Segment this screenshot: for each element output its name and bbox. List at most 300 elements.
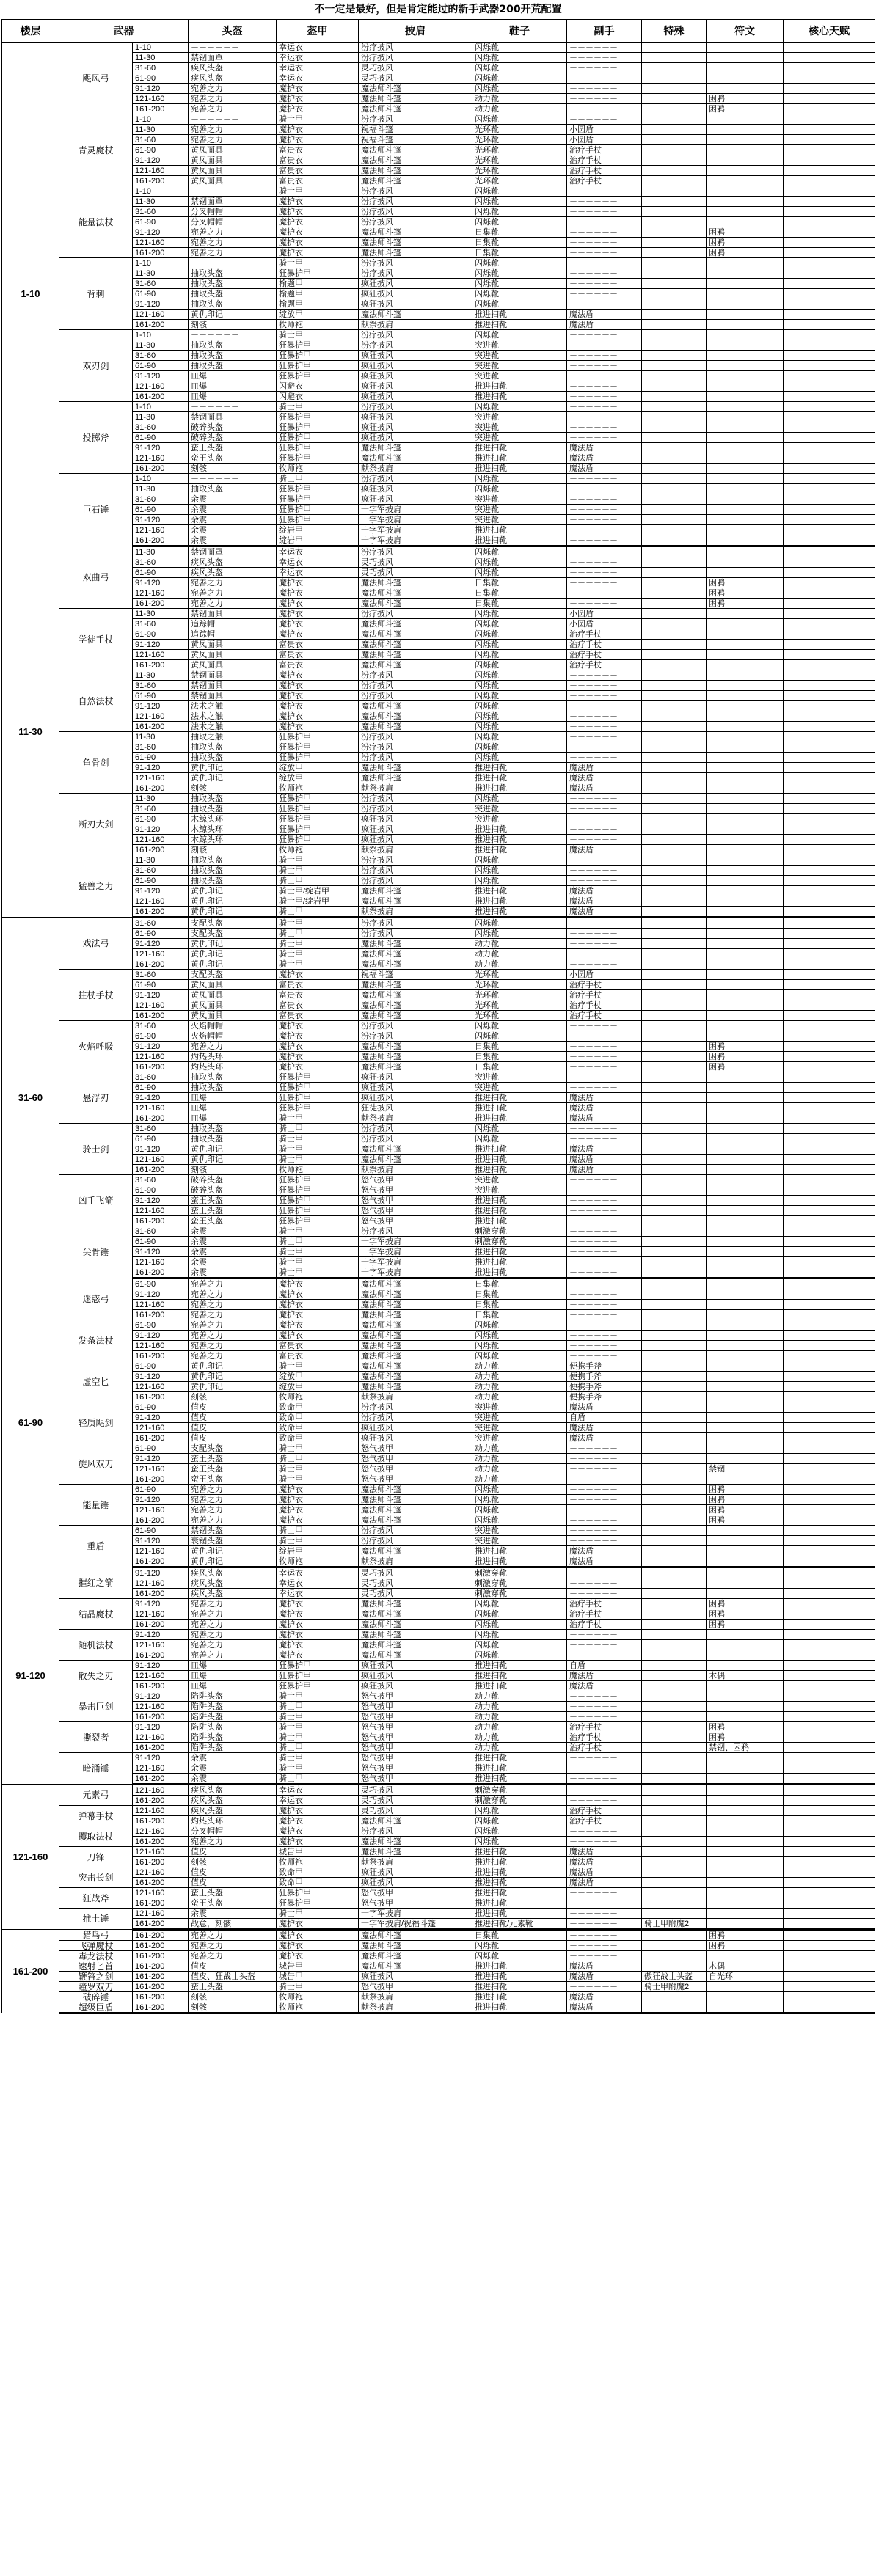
special-cell <box>642 1774 707 1785</box>
weapon-cell: 飓风弓 <box>59 43 133 114</box>
core-talent-cell <box>784 1278 875 1289</box>
special-cell <box>642 907 707 918</box>
offhand-cell: －－－－－－ <box>567 1505 642 1515</box>
range-cell: 121-160 <box>133 1206 189 1216</box>
boots-cell: 推进扫靴 <box>472 773 567 783</box>
offhand-cell: 魔法盾 <box>567 453 642 464</box>
cape-cell: 魔法师斗篷 <box>359 1372 472 1382</box>
rune-cell <box>707 1847 784 1857</box>
offhand-cell: －－－－－－ <box>567 1464 642 1474</box>
boots-cell: 闪烁靴 <box>472 640 567 650</box>
range-cell: 121-160 <box>133 453 189 464</box>
table-row <box>2 1671 875 1681</box>
helmet-cell: 黄凤面具 <box>189 166 277 176</box>
core-talent-cell <box>784 197 875 207</box>
cape-cell: 疯狂披风 <box>359 381 472 392</box>
special-cell <box>642 1909 707 1919</box>
offhand-cell: 治疗手杖 <box>567 990 642 1000</box>
helmet-cell: 宛善之力 <box>189 1289 277 1300</box>
table-row <box>2 494 875 505</box>
cape-cell: 疯狂披风 <box>359 484 472 494</box>
rune-cell <box>707 722 784 732</box>
boots-cell: 推进扫靴 <box>472 886 567 896</box>
armor-cell: 魔护衣 <box>277 619 359 629</box>
range-cell: 31-60 <box>133 804 189 814</box>
rune-cell <box>707 1898 784 1909</box>
special-cell <box>642 1320 707 1331</box>
armor-cell: 绽放甲 <box>277 773 359 783</box>
range-cell: 1-10 <box>133 330 189 340</box>
rune-cell <box>707 1474 784 1485</box>
special-cell <box>642 1816 707 1826</box>
boots-cell: 闪烁靴 <box>472 1640 567 1650</box>
rune-cell <box>707 525 784 535</box>
helmet-cell: 黄凤面具 <box>189 650 277 660</box>
range-cell: 61-90 <box>133 1320 189 1331</box>
table-row <box>2 670 875 681</box>
helmet-cell: 宛善之力 <box>189 1599 277 1609</box>
core-talent-cell <box>784 515 875 525</box>
offhand-cell: 治疗手杖 <box>567 1722 642 1732</box>
special-cell <box>642 1753 707 1763</box>
weapon-cell: 暗涌锤 <box>59 1753 133 1785</box>
cape-cell: 疯狂披风 <box>359 814 472 824</box>
helmet-cell: 禁锢面具 <box>189 681 277 691</box>
rune-cell <box>707 835 784 845</box>
boots-cell: 推进扫靴 <box>472 1992 567 2002</box>
armor-cell: 富贵衣 <box>277 176 359 186</box>
armor-cell: 骑士甲 <box>277 959 359 970</box>
core-talent-cell <box>784 1816 875 1826</box>
cape-cell: 狂徒披风 <box>359 1103 472 1113</box>
helmet-cell: 宛善之力 <box>189 1495 277 1505</box>
core-talent-cell <box>784 588 875 599</box>
cape-cell: 魔法师斗篷 <box>359 763 472 773</box>
cape-cell: 魔法师斗篷 <box>359 1620 472 1630</box>
special-cell <box>642 1216 707 1226</box>
table-row <box>2 711 875 722</box>
table-row <box>2 1806 875 1816</box>
range-cell: 11-30 <box>133 609 189 619</box>
armor-cell: 骑士甲 <box>277 402 359 412</box>
armor-cell: 骑士甲 <box>277 1124 359 1134</box>
range-cell: 121-160 <box>133 1806 189 1816</box>
table-row <box>2 1474 875 1485</box>
cape-cell: 魔法师斗篷 <box>359 886 472 896</box>
special-cell <box>642 970 707 980</box>
boots-cell: 推进扫靴 <box>472 1972 567 1982</box>
boots-cell: 闪烁靴 <box>472 114 567 125</box>
boots-cell: 闪烁靴 <box>472 1134 567 1144</box>
cape-cell: 灵巧披风 <box>359 1567 472 1578</box>
helmet-cell: 刻骸 <box>189 464 277 474</box>
rune-cell <box>707 557 784 568</box>
range-cell: 91-120 <box>133 1753 189 1763</box>
special-cell <box>642 1031 707 1042</box>
boots-cell: 刺激穿靴 <box>472 1796 567 1806</box>
range-cell: 91-120 <box>133 701 189 711</box>
table-row <box>2 578 875 588</box>
table-row <box>2 876 875 886</box>
helmet-cell: 宛善之力 <box>189 1505 277 1515</box>
table-row <box>2 84 875 94</box>
offhand-cell: －－－－－－ <box>567 268 642 279</box>
rune-cell <box>707 1578 784 1589</box>
boots-cell: 闪烁靴 <box>472 484 567 494</box>
offhand-cell: －－－－－－ <box>567 63 642 73</box>
helmet-cell: 禁锢面具 <box>189 412 277 422</box>
offhand-cell: 治疗手杖 <box>567 1806 642 1816</box>
special-cell <box>642 1474 707 1485</box>
rune-cell <box>707 505 784 515</box>
cape-cell: 魔法师斗篷 <box>359 1320 472 1331</box>
offhand-cell: －－－－－－ <box>567 279 642 289</box>
range-cell: 161-200 <box>133 1930 189 1941</box>
helmet-cell: 余震 <box>189 515 277 525</box>
range-cell: 91-120 <box>133 1599 189 1609</box>
armor-cell: 绽放甲 <box>277 310 359 320</box>
offhand-cell: －－－－－－ <box>567 1796 642 1806</box>
table-row <box>2 1578 875 1589</box>
table-row <box>2 351 875 361</box>
helmet-cell: 宛善之力 <box>189 1620 277 1630</box>
armor-cell: 牧师袍 <box>277 464 359 474</box>
offhand-cell: －－－－－－ <box>567 1495 642 1505</box>
table-row <box>2 557 875 568</box>
boots-cell: 闪烁靴 <box>472 330 567 340</box>
table-row <box>2 1774 875 1785</box>
weapon-cell: 凶手飞箭 <box>59 1175 133 1226</box>
rune-cell <box>707 340 784 351</box>
rune-cell <box>707 1144 784 1155</box>
cape-cell: 汾疗披风 <box>359 1826 472 1837</box>
range-cell: 61-90 <box>133 145 189 155</box>
table-row <box>2 609 875 619</box>
helmet-cell: 宛善之力 <box>189 1609 277 1620</box>
armor-cell: 骑士甲 <box>277 258 359 268</box>
offhand-cell: －－－－－－ <box>567 1630 642 1640</box>
special-cell <box>642 453 707 464</box>
core-talent-cell <box>784 1806 875 1816</box>
helmet-cell: 抽取头盔 <box>189 1134 277 1144</box>
rune-cell <box>707 1124 784 1134</box>
core-talent-cell <box>784 1961 875 1972</box>
rune-cell <box>707 681 784 691</box>
helmet-cell: 皿爆 <box>189 1113 277 1124</box>
weapon-cell: 暴击巨剑 <box>59 1691 133 1722</box>
range-cell: 161-200 <box>133 1837 189 1847</box>
weapon-cell: 发条法杖 <box>59 1320 133 1361</box>
table-row <box>2 1847 875 1857</box>
cape-cell: 疯狂披风 <box>359 1878 472 1888</box>
core-talent-cell <box>784 1681 875 1691</box>
table-row <box>2 1878 875 1888</box>
table-row <box>2 1763 875 1774</box>
helmet-cell: 宛善之力 <box>189 1042 277 1052</box>
rune-cell <box>707 794 784 804</box>
boots-cell: 突进靴 <box>472 433 567 443</box>
helmet-cell: 抽取之触 <box>189 732 277 742</box>
rune-cell <box>707 217 784 227</box>
helmet-cell: 宛善之力 <box>189 227 277 238</box>
rune-cell <box>707 1402 784 1413</box>
rune-cell <box>707 268 784 279</box>
core-talent-cell <box>784 402 875 412</box>
special-cell <box>642 217 707 227</box>
armor-cell: 骑士甲 <box>277 1536 359 1546</box>
core-talent-cell <box>784 629 875 640</box>
offhand-cell: －－－－－－ <box>567 1124 642 1134</box>
range-cell: 91-120 <box>133 515 189 525</box>
rune-cell <box>707 1526 784 1536</box>
helmet-cell: 余震 <box>189 1774 277 1785</box>
table-row <box>2 959 875 970</box>
offhand-cell: 治疗手杖 <box>567 176 642 186</box>
range-cell: 121-160 <box>133 381 189 392</box>
weapon-cell: 戏法弓 <box>59 918 133 970</box>
armor-cell: 狂暴护甲 <box>277 268 359 279</box>
range-cell: 161-200 <box>133 1941 189 1951</box>
core-talent-cell <box>784 650 875 660</box>
helmet-cell: 黄仇印记 <box>189 959 277 970</box>
armor-cell: 闪避衣 <box>277 392 359 402</box>
cape-cell: 魔法师斗篷 <box>359 1000 472 1011</box>
core-talent-cell <box>784 1774 875 1785</box>
offhand-cell: －－－－－－ <box>567 1072 642 1083</box>
helmet-cell: 宛善之力 <box>189 1320 277 1331</box>
cape-cell: 疯狂披风 <box>359 1681 472 1691</box>
table-row <box>2 1392 875 1402</box>
table-row <box>2 310 875 320</box>
rune-cell <box>707 1785 784 1796</box>
cape-cell: 疯狂披风 <box>359 1972 472 1982</box>
cape-cell: 魔法师斗篷 <box>359 990 472 1000</box>
core-talent-cell <box>784 578 875 588</box>
special-cell <box>642 1226 707 1237</box>
armor-cell: 绽岩甲 <box>277 535 359 546</box>
offhand-cell: －－－－－－ <box>567 701 642 711</box>
core-talent-cell <box>784 949 875 959</box>
boots-cell: 推进扫靴 <box>472 453 567 464</box>
table-row <box>2 1951 875 1961</box>
armor-cell: 狂暴护甲 <box>277 1103 359 1113</box>
table-row <box>2 1485 875 1495</box>
special-cell <box>642 1011 707 1021</box>
armor-cell: 魔护衣 <box>277 1620 359 1630</box>
armor-cell: 魔护衣 <box>277 1640 359 1650</box>
armor-cell: 骑士甲 <box>277 1443 359 1454</box>
special-cell <box>642 289 707 299</box>
rune-cell <box>707 433 784 443</box>
core-talent-cell <box>784 722 875 732</box>
special-cell <box>642 1083 707 1093</box>
cape-cell: 怒气披甲 <box>359 1216 472 1226</box>
rune-cell <box>707 145 784 155</box>
special-cell <box>642 1763 707 1774</box>
floor-cell: 61-90 <box>2 1278 59 1567</box>
boots-cell: 突进靴 <box>472 1413 567 1423</box>
rune-cell <box>707 918 784 929</box>
helmet-cell: 蛮王头盔 <box>189 1216 277 1226</box>
armor-cell: 绽岩甲 <box>277 1546 359 1556</box>
core-talent-cell <box>784 886 875 896</box>
core-talent-cell <box>784 1620 875 1630</box>
range-cell: 161-200 <box>133 845 189 855</box>
cape-cell: 汾疗披风 <box>359 1413 472 1423</box>
cape-cell: 汾疗披风 <box>359 546 472 557</box>
range-cell: 161-200 <box>133 1961 189 1972</box>
range-cell: 91-120 <box>133 371 189 381</box>
cape-cell: 怒气披甲 <box>359 1691 472 1702</box>
cape-cell: 魔法师斗篷 <box>359 701 472 711</box>
core-talent-cell <box>784 959 875 970</box>
cape-cell: 怒气披甲 <box>359 1702 472 1712</box>
core-talent-cell <box>784 1382 875 1392</box>
cape-cell: 魔法师斗篷 <box>359 629 472 640</box>
helmet-cell: 宛善之力 <box>189 1515 277 1526</box>
cape-cell: 灵巧披风 <box>359 73 472 84</box>
armor-cell: 致命甲 <box>277 1878 359 1888</box>
cape-cell: 魔法师斗篷 <box>359 104 472 114</box>
armor-cell: 骑士甲 <box>277 330 359 340</box>
offhand-cell: －－－－－－ <box>567 959 642 970</box>
rune-cell <box>707 422 784 433</box>
boots-cell: 突进靴 <box>472 412 567 422</box>
cape-cell: 十字军披肩 <box>359 1237 472 1247</box>
boots-cell: 日集靴 <box>472 1062 567 1072</box>
range-cell: 161-200 <box>133 1712 189 1722</box>
range-cell: 31-60 <box>133 207 189 217</box>
armor-cell: 狂暴护甲 <box>277 1671 359 1681</box>
cape-cell: 献祭披肩 <box>359 1857 472 1867</box>
offhand-cell: 治疗手杖 <box>567 650 642 660</box>
helmet-cell: 刻骸 <box>189 1857 277 1867</box>
boots-cell: 突进靴 <box>472 1185 567 1196</box>
special-cell <box>642 1630 707 1640</box>
special-cell <box>642 660 707 670</box>
core-talent-cell <box>784 753 875 763</box>
boots-cell: 闪烁靴 <box>472 53 567 63</box>
rune-cell: 困鸦 <box>707 1515 784 1526</box>
table-row <box>2 1620 875 1630</box>
armor-cell: 绽放甲 <box>277 1372 359 1382</box>
special-cell <box>642 1515 707 1526</box>
rune-cell: 困鸦 <box>707 1609 784 1620</box>
cape-cell: 怒气披甲 <box>359 1743 472 1753</box>
table-row <box>2 1640 875 1650</box>
table-row <box>2 588 875 599</box>
special-cell <box>642 63 707 73</box>
helmet-cell: 皿爆 <box>189 1671 277 1681</box>
cape-cell: 灵巧披风 <box>359 1796 472 1806</box>
core-talent-cell <box>784 1888 875 1898</box>
armor-cell: 魔护衣 <box>277 104 359 114</box>
rune-cell: 困鸦 <box>707 1485 784 1495</box>
core-talent-cell <box>784 1300 875 1310</box>
page-title: 不一定是最好，但是肯定能过的新手武器200开荒配置 <box>314 4 562 15</box>
core-talent-cell <box>784 289 875 299</box>
weapon-cell: 散失之刃 <box>59 1661 133 1691</box>
rune-cell <box>707 1589 784 1599</box>
weapon-cell: 双曲弓 <box>59 546 133 609</box>
offhand-cell: －－－－－－ <box>567 1237 642 1247</box>
offhand-cell: －－－－－－ <box>567 804 642 814</box>
helmet-cell: 木鲸头环 <box>189 835 277 845</box>
armor-cell: 骑士甲/绽岩甲 <box>277 896 359 907</box>
range-cell: 61-90 <box>133 876 189 886</box>
core-talent-cell <box>784 412 875 422</box>
offhand-cell: －－－－－－ <box>567 1289 642 1300</box>
helmet-cell: 衰锢头盔 <box>189 1536 277 1546</box>
range-cell: 91-120 <box>133 578 189 588</box>
table-row <box>2 1289 875 1300</box>
special-cell <box>642 1413 707 1423</box>
core-talent-cell <box>784 1661 875 1671</box>
special-cell <box>642 268 707 279</box>
offhand-cell: －－－－－－ <box>567 1300 642 1310</box>
offhand-cell: －－－－－－ <box>567 1650 642 1661</box>
boots-cell: 动力靴 <box>472 1443 567 1454</box>
helmet-cell: 余震 <box>189 1909 277 1919</box>
table-row <box>2 1743 875 1753</box>
rune-cell <box>707 1712 784 1722</box>
helmet-cell: 抽取头盔 <box>189 361 277 371</box>
armor-cell: 富贵衣 <box>277 166 359 176</box>
table-row <box>2 629 875 640</box>
cape-cell: 魔法师斗篷 <box>359 1505 472 1515</box>
boots-cell: 闪烁靴 <box>472 217 567 227</box>
helmet-cell: 蛮王头盔 <box>189 1464 277 1474</box>
boots-cell: 推进扫靴 <box>472 1888 567 1898</box>
cape-cell: 魔法师斗篷 <box>359 1155 472 1165</box>
helmet-cell: 禁锢面罩 <box>189 546 277 557</box>
offhand-cell: －－－－－－ <box>567 1196 642 1206</box>
table-row <box>2 1546 875 1556</box>
helmet-cell: 蛮王头盔 <box>189 443 277 453</box>
boots-cell: 日集靴 <box>472 1289 567 1300</box>
weapon-cell: 学徒手杖 <box>59 609 133 670</box>
table-row <box>2 1052 875 1062</box>
rune-cell <box>707 855 784 866</box>
cape-cell: 魔法师斗篷 <box>359 1630 472 1640</box>
armor-cell: 骑士甲 <box>277 1267 359 1278</box>
table-row <box>2 640 875 650</box>
core-talent-cell <box>784 84 875 94</box>
table-row <box>2 1206 875 1216</box>
helmet-cell: 宛善之力 <box>189 125 277 135</box>
special-cell <box>642 1567 707 1578</box>
table-row <box>2 433 875 443</box>
helmet-cell: 黄仇印记 <box>189 1155 277 1165</box>
cape-cell: 献祭披肩 <box>359 907 472 918</box>
table-row <box>2 73 875 84</box>
offhand-cell: －－－－－－ <box>567 207 642 217</box>
armor-cell: 致命甲 <box>277 1867 359 1878</box>
rune-cell <box>707 310 784 320</box>
core-talent-cell <box>784 1093 875 1103</box>
table-row <box>2 753 875 763</box>
special-cell <box>642 155 707 166</box>
rune-cell: 困鸦 <box>707 248 784 258</box>
range-cell: 121-160 <box>133 1888 189 1898</box>
armor-cell: 骑士甲 <box>277 1464 359 1474</box>
boots-cell: 闪烁靴 <box>472 1941 567 1951</box>
cape-cell: 怒气披甲 <box>359 1443 472 1454</box>
table-row <box>2 104 875 114</box>
helmet-cell: 抽取头盔 <box>189 1083 277 1093</box>
rune-cell <box>707 629 784 640</box>
core-talent-cell <box>784 1113 875 1124</box>
